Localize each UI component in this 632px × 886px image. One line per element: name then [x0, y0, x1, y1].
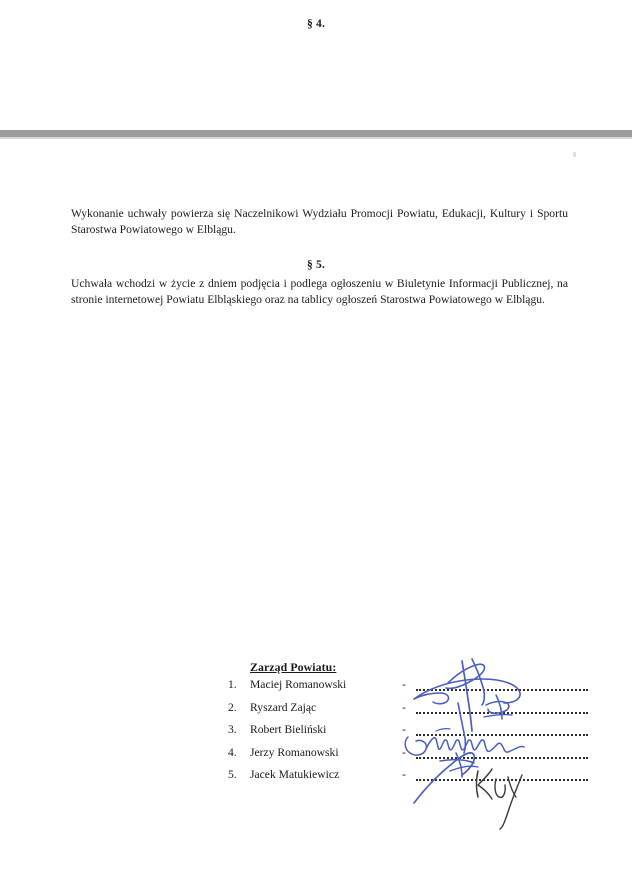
paragraph-5-body-text: Uchwała wchodzi w życie z dniem podjęcia i podlega ogłoszeniu w Biuletynie Informacji Publicznej, na stronie internetowej Powiatu Elbląskiego oraz na tablicy ogłoszeń Starostwa Powiatowego w Elblągu.: [71, 277, 568, 307]
signatory-row: [228, 720, 588, 743]
signatory-index: 4.: [228, 745, 237, 759]
signatory-name: Jacek Matukiewicz: [250, 768, 340, 781]
signatory-row: [228, 743, 588, 766]
signatory-name: Ryszard Zając: [250, 700, 317, 714]
signatory-name: Robert Bieliński: [250, 723, 327, 736]
signature-dotted-line: [416, 687, 588, 691]
signature-block: [228, 660, 588, 788]
scan-separator-band-shadow: [0, 137, 632, 139]
signatory-list: [228, 675, 588, 788]
signatory-row: [228, 765, 588, 788]
signatory-name: Maciej Romanowski: [250, 678, 347, 691]
board-title: Zarząd Powiatu:: [250, 660, 337, 674]
signatory-dash: -: [402, 678, 406, 691]
signatory-dash: -: [402, 723, 406, 736]
signatory-dash: -: [402, 768, 406, 781]
signatory-dash: -: [402, 745, 406, 759]
signatory-index: 3.: [228, 723, 237, 736]
signature-dotted-line: [416, 732, 588, 736]
scan-separator-band: [0, 130, 632, 137]
signatory-name: Jerzy Romanowski: [250, 745, 339, 759]
signatory-index: 1.: [228, 678, 237, 691]
signatory-row: [228, 698, 588, 721]
scan-artifact-speck: [573, 152, 576, 157]
signatory-dash: -: [402, 700, 406, 714]
signatory-index: 5.: [228, 768, 237, 781]
signature-dotted-line: [416, 710, 588, 714]
section-heading-paragraph-4: § 4.: [306, 18, 326, 30]
paragraph-4-body-text: Wykonanie uchwały powierza się Naczelnikowi Wydziału Promocji Powiatu, Edukacji, Kultury i Sportu Starostwa Powiatowego w Elblągu.: [71, 207, 568, 237]
signatory-row: [228, 675, 588, 698]
section-heading-paragraph-5: § 5.: [306, 259, 326, 271]
signatory-index: 2.: [228, 700, 237, 714]
signature-dotted-line: [416, 777, 588, 781]
signature-dotted-line: [416, 755, 588, 759]
